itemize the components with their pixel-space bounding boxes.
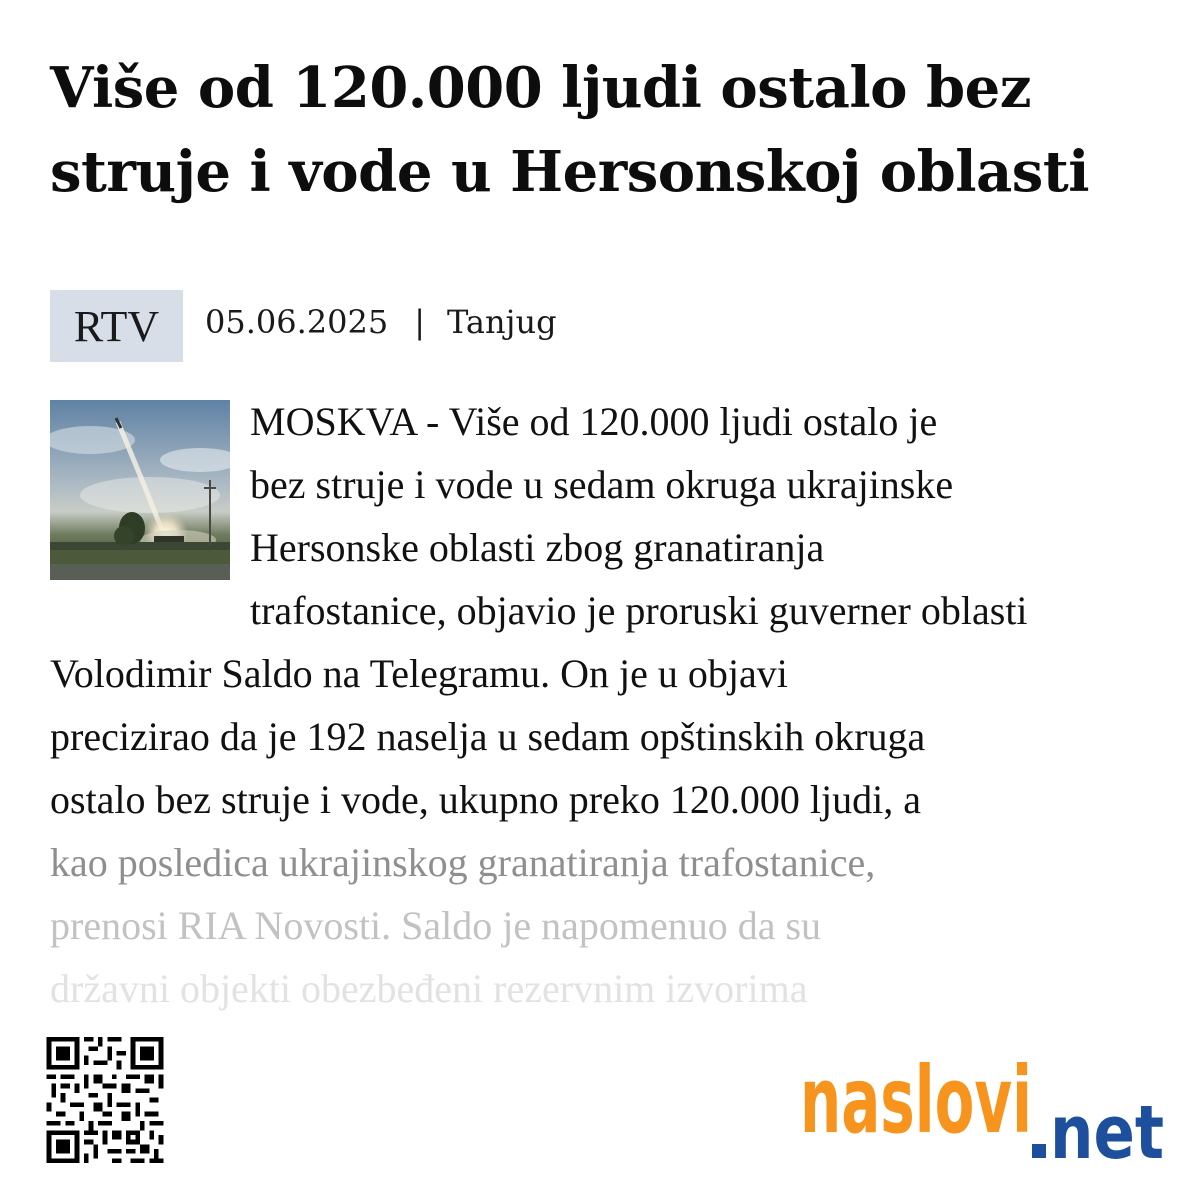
article-headline[interactable]: Više od 120.000 ljudi ostalo bez struje i vode u Hersonskoj oblasti: [50, 55, 1089, 205]
article-thumbnail[interactable]: [50, 400, 230, 580]
logo-part2: net: [1050, 1090, 1164, 1166]
article-line: bez struje i vode u sedam okruga ukrajinske: [250, 462, 954, 507]
article-body: [50, 390, 1150, 1020]
article-line: Volodimir Saldo na Telegramu. On je u objavi: [50, 651, 788, 696]
article-line: trafostanice, objavio je proruski guverner oblasti: [250, 588, 1028, 633]
rocket-launch-image: [50, 400, 230, 580]
meta-separator: |: [414, 303, 425, 341]
meta-line: [205, 303, 557, 341]
article-line: Hersonske oblasti zbog granatiranja: [250, 525, 825, 570]
article-line-faded: prenosi RIA Novosti. Saldo je napomenuo da su: [50, 903, 822, 948]
qr-code[interactable]: [46, 1037, 164, 1163]
article-line: ostalo bez struje i vode, ukupno preko 120.000 ljudi, a: [50, 777, 921, 822]
source-badge[interactable]: RTV: [50, 290, 183, 362]
article-meta: [50, 290, 557, 362]
article-line: MOSKVA - Više od 120.000 ljudi ostalo je: [250, 399, 938, 444]
news-agency: Tanjug: [447, 303, 557, 341]
logo-dot: [1032, 1144, 1046, 1158]
naslovi-net-logo[interactable]: [800, 1050, 1166, 1166]
article-line-faded: kao posledica ukrajinskog granatiranja trafostanice,: [50, 840, 876, 885]
publish-date: 05.06.2025: [205, 303, 389, 341]
logo-part1: naslovi: [800, 1050, 1032, 1154]
article-line: precizirao da je 192 naselja u sedam opštinskih okruga: [50, 714, 926, 759]
article-line-faded: državni objekti obezbeđeni rezervnim izvorima: [50, 966, 808, 1011]
